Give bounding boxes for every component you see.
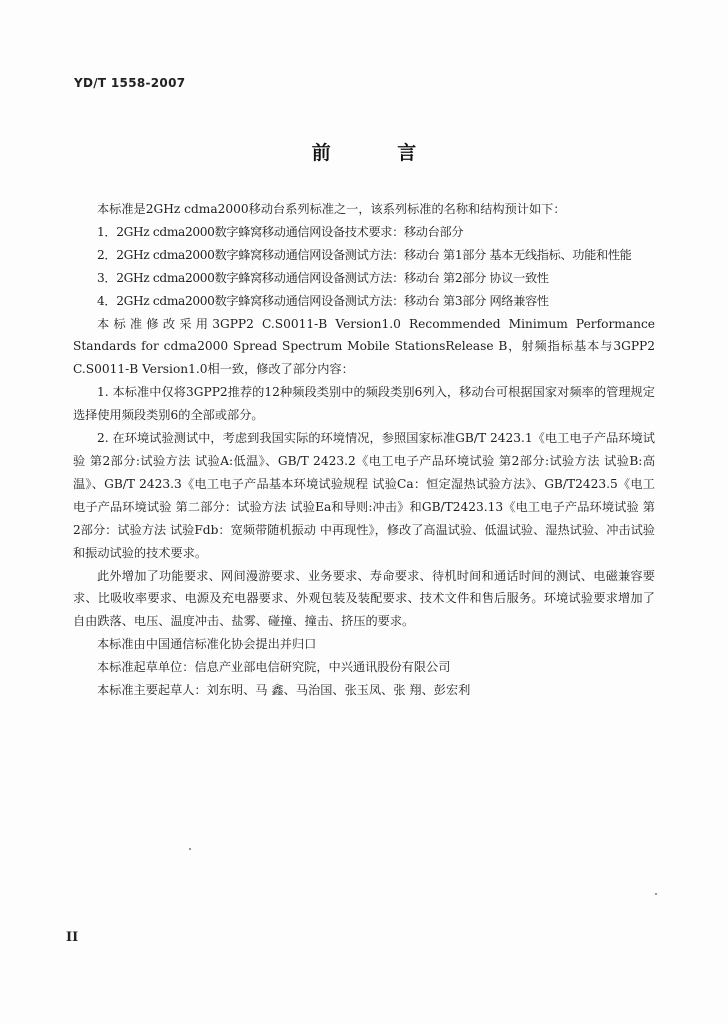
series-list-item-4: 4．2GHz cdma2000数字蜂窝移动通信网设备测试方法：移动台 第3部分 网络兼容性 [97, 293, 549, 308]
modification-item-1: 1. 本标准中仅将3GPP2推荐的12种频段类别中的频段类别6列入，移动台可根据国家对频率的管理规定选择使用频段类别6的全部或部分。 [73, 385, 655, 423]
drafters-paragraph: 本标准主要起草人：刘东明、马 鑫、马治国、张玉凤、张 翔、彭宏利 [97, 683, 471, 698]
scan-speck [655, 893, 657, 895]
proposer-paragraph: 本标准由中国通信标准化协会提出并归口 [97, 637, 317, 652]
drafting-units-paragraph: 本标准起草单位：信息产业部电信研究院，中兴通讯股份有限公司 [97, 660, 451, 675]
page-number: II [66, 930, 79, 945]
adoption-paragraph: 本标准修改采用3GPP2 C.S0011-B Version1.0 Recommended Minimum Performance Standards for cdma2000 Spread Spectrum Mobile StationsRelease B，射频指标基本与3GPP2 C.S0011-B Version1.0相一致，修改了部分内容： [73, 316, 655, 377]
modification-item-2: 2. 在环境试验测试中，考虑到我国实际的环境情况，参照国家标准GB/T 2423.1《电工电子产品环境试验 第2部分:试验方法 试验A:低温》、GB/T 2423.2《电工电子产品环境试验 第2部分:试验方法 试验B:高温》、GB/T 2423.3《电工电子产品基本环境试验规程 试验Ca：恒定湿热试验方法》、GB/T2423.5《电工电子产品环境试验 第二部分：试验方法 试验Ea和导则:冲击》和GB/T2423.13《电工电子产品环境试验 第2部分：试验方法 试验Fdb：宽频带随机振动 中再现性》，修改了高温试验、低温试验、湿热试验、冲击试验和振动试验的技术要求。 [73, 431, 656, 560]
additions-paragraph: 此外增加了功能要求、网间漫游要求、业务要求、寿命要求、待机时间和通话时间的测试、电磁兼容要求、比吸收率要求、电源及充电器要求、外观包装及装配要求、技术文件和售后服务。环境试验要求增加了自由跌落、电压、温度冲击、盐雾、碰撞、撞击、挤压的要求。 [73, 568, 655, 629]
page-title: 前 言 [311, 142, 447, 164]
series-list-item-1: 1．2GHz cdma2000数字蜂窝移动通信网设备技术要求：移动台部分 [97, 224, 464, 239]
scan-speck [189, 848, 191, 850]
intro-paragraph: 本标准是2GHz cdma2000移动台系列标准之一，该系列标准的名称和结构预计如下： [97, 202, 566, 216]
document-code: YD/T 1558-2007 [74, 76, 186, 90]
series-list-item-3: 3．2GHz cdma2000数字蜂窝移动通信网设备测试方法：移动台 第2部分 协议一致性 [97, 270, 549, 285]
series-list-item-2: 2．2GHz cdma2000数字蜂窝移动通信网设备测试方法：移动台 第1部分 基本无线指标、功能和性能 [97, 247, 632, 262]
foreword-body [73, 198, 655, 702]
